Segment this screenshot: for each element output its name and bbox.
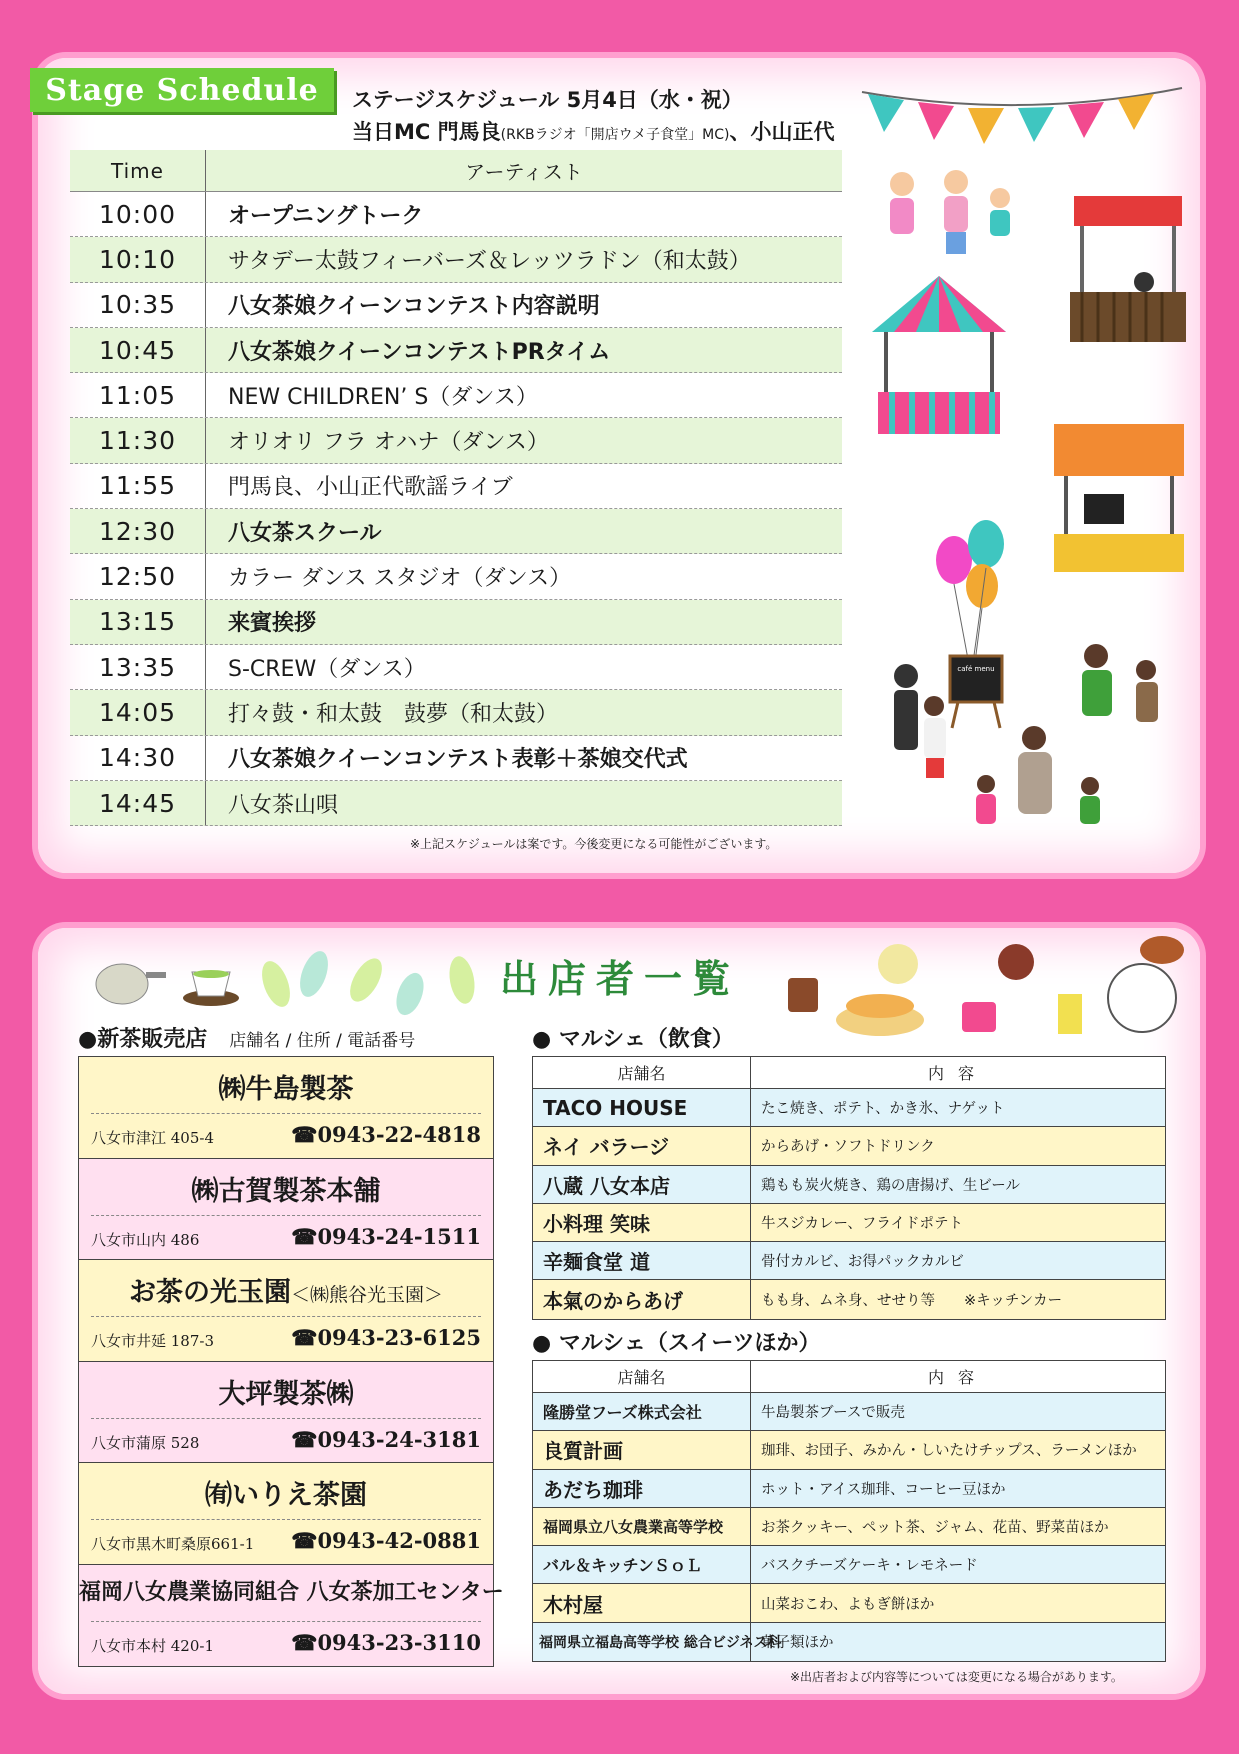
tea-heading <box>78 1022 415 1053</box>
row-artist: S-CREW（ダンス） <box>228 656 426 682</box>
row-shop: 本氣のからあげ <box>533 1280 751 1318</box>
row-artist: 門馬良、小山正代歌謡ライブ <box>228 475 513 501</box>
row-artist: 来賓挨拶 <box>228 611 317 637</box>
shop-name-text: ㈲いりえ茶園 <box>205 1480 367 1511</box>
table-row <box>70 328 842 373</box>
row-artist: NEW CHILDREN’ S（ダンス） <box>228 384 538 410</box>
table-row <box>533 1242 1165 1280</box>
row-shop: 辛麺食堂 道 <box>533 1242 751 1279</box>
row-time: 11:30 <box>70 418 206 462</box>
list-item <box>79 1362 493 1464</box>
divider <box>91 1621 481 1622</box>
row-artist: 八女茶娘クイーンコンテストPRタイム <box>228 339 611 365</box>
tea-shop-phone: ☎0943-24-3181 <box>291 1426 481 1452</box>
row-content: 骨付カルビ、お得パックカルビ <box>761 1254 964 1271</box>
row-time: 12:50 <box>70 554 206 598</box>
tea-shop-name <box>79 1270 493 1309</box>
row-time: 11:05 <box>70 373 206 417</box>
row-artist: 八女茶スクール <box>228 520 382 546</box>
shop-name-text: ㈱古賀製茶本舗 <box>191 1175 381 1207</box>
food-table <box>532 1056 1166 1320</box>
tea-shop-name <box>79 1067 493 1106</box>
row-shop: 小料理 笑味 <box>533 1204 751 1241</box>
people-illustration <box>880 168 1030 258</box>
stage-schedule-badge: Stage Schedule <box>30 68 334 112</box>
schedule-note: ※上記スケジュールは案です。今後変更になる可能性がございます。 <box>410 837 778 851</box>
row-content: 牛スジカレー、フライドポテト <box>761 1216 963 1233</box>
tea-heading-sub: 店舗名 / 住所 / 電話番号 <box>229 1031 416 1051</box>
menu-board-text: café menu <box>957 665 995 673</box>
table-row <box>533 1623 1165 1661</box>
row-shop: 八蔵 八女本店 <box>533 1166 751 1203</box>
list-item <box>79 1463 493 1565</box>
row-shop: 福岡県立福島高等学校 総合ビジネス科 <box>533 1623 751 1661</box>
row-content: からあげ・ソフトドリンク <box>761 1139 935 1156</box>
col-shop: 店舗名 <box>533 1361 751 1392</box>
row-time: 13:35 <box>70 645 206 689</box>
row-time: 10:10 <box>70 237 206 281</box>
shop-name-text: お茶の光玉園 <box>128 1277 291 1308</box>
row-artist: 八女茶娘クイーンコンテスト表彰＋茶娘交代式 <box>228 747 688 773</box>
row-shop: 良質計画 <box>533 1431 751 1468</box>
row-content: お茶クッキー、ペット茶、ジャム、花苗、野菜苗ほか <box>761 1520 1109 1537</box>
red-stall-illustration <box>1070 196 1186 346</box>
table-row <box>533 1584 1165 1622</box>
list-item <box>79 1057 493 1159</box>
list-item <box>79 1260 493 1362</box>
sweets-table <box>532 1360 1166 1662</box>
shop-name-text: 福岡八女農業協同組合 八女茶加工センター <box>79 1578 504 1605</box>
row-time: 14:30 <box>70 736 206 780</box>
shops-note: ※出店者および内容等については変更になる場合があります。 <box>790 1670 1123 1684</box>
row-shop: 隆勝堂フーズ株式会社 <box>533 1393 751 1430</box>
tea-shop-address: 八女市蒲原 528 <box>91 1433 200 1452</box>
mc-name-2: 、小山正代 <box>729 120 835 144</box>
tea-shop-name <box>79 1169 493 1208</box>
tea-shop-phone: ☎0943-24-1511 <box>291 1223 481 1249</box>
header-artist: アーティスト <box>465 160 583 184</box>
shop-name-text: 大坪製茶㈱ <box>218 1378 354 1410</box>
row-artist: オープニングトーク <box>228 203 424 229</box>
table-row <box>70 237 842 282</box>
row-content: 珈琲、お団子、みかん・しいたけチップス、ラーメンほか <box>761 1443 1137 1460</box>
mc-note: (RKBラジオ「開店ウメ子食堂」MC) <box>500 127 730 143</box>
list-item <box>79 1565 504 1667</box>
row-content: 山菜おこわ、よもぎ餅ほか <box>761 1596 935 1613</box>
table-row <box>533 1470 1165 1508</box>
table-row <box>533 1431 1165 1469</box>
table-row <box>70 645 842 690</box>
teacup-icon <box>180 962 242 1008</box>
striped-stall-illustration <box>872 276 1006 436</box>
table-header <box>533 1361 1165 1393</box>
shop-name-suffix: ＜㈱熊谷光玉園＞ <box>290 1284 443 1306</box>
row-time: 11:55 <box>70 464 206 508</box>
crowd-illustration <box>866 636 1166 846</box>
row-time: 10:45 <box>70 328 206 372</box>
row-content: もも身、ムネ身、せせり等 ※キッチンカー <box>761 1293 1063 1310</box>
row-artist: 打々鼓・和太鼓 鼓夢（和太鼓） <box>228 701 559 727</box>
divider <box>91 1215 481 1216</box>
tea-shop-address: 八女市本村 420-1 <box>91 1636 215 1655</box>
col-content: 内容 <box>927 1368 988 1387</box>
row-time: 13:15 <box>70 600 206 644</box>
tea-heading-label: ●新茶販売店 <box>78 1026 208 1052</box>
table-row <box>533 1204 1165 1242</box>
shop-name-text: ㈱牛島製茶 <box>218 1074 354 1105</box>
row-artist: オリオリ フラ オハナ（ダンス） <box>228 430 549 456</box>
tea-shop-phone: ☎0943-22-4818 <box>291 1122 481 1147</box>
shops-title: 出店者一覧 <box>500 956 741 1001</box>
teapot-icon <box>92 954 168 1006</box>
tea-shop-address: 八女市津江 405-4 <box>91 1129 215 1147</box>
tea-leaves-icon <box>256 940 486 1020</box>
schedule-table <box>70 150 842 826</box>
header-time: Time <box>70 150 206 191</box>
table-row <box>70 283 842 328</box>
divider <box>91 1113 481 1114</box>
row-artist: 八女茶娘クイーンコンテスト内容説明 <box>228 294 600 320</box>
divider <box>91 1316 481 1317</box>
row-content: 牛島製茶ブースで販売 <box>761 1405 905 1422</box>
row-shop: バル＆キッチンＳｏＬ <box>533 1546 751 1583</box>
table-row <box>533 1508 1165 1546</box>
row-shop: あだち珈琲 <box>533 1470 751 1507</box>
tea-shop-phone: ☎0943-42-0881 <box>291 1528 481 1553</box>
schedule-header <box>70 150 842 192</box>
row-time: 12:30 <box>70 509 206 553</box>
table-row <box>533 1546 1165 1584</box>
row-artist: カラー ダンス スタジオ（ダンス） <box>228 566 572 592</box>
row-shop: ネイ バラージ <box>533 1127 751 1164</box>
tea-shop-address: 八女市井延 187-3 <box>91 1332 215 1350</box>
row-time: 10:00 <box>70 192 206 236</box>
orange-stall-illustration <box>1054 424 1184 574</box>
tea-shop-name <box>79 1473 493 1512</box>
list-item <box>79 1159 493 1261</box>
divider <box>91 1418 481 1419</box>
tea-shop-address: 八女市山内 486 <box>91 1230 200 1249</box>
row-time: 14:05 <box>70 690 206 734</box>
table-row <box>70 736 842 781</box>
row-time: 10:35 <box>70 283 206 327</box>
row-time: 14:45 <box>70 781 206 825</box>
table-row <box>533 1393 1165 1431</box>
row-artist: サタデー太鼓フィーバーズ＆レッツラドン（和太鼓） <box>228 248 751 274</box>
stage-mc <box>352 116 835 146</box>
tea-shop-name <box>79 1372 493 1411</box>
table-row <box>533 1127 1165 1165</box>
col-shop: 店舗名 <box>533 1057 751 1088</box>
row-shop: TACO HOUSE <box>533 1089 751 1126</box>
stage-date: ステージスケジュール 5月4日（水・祝） <box>352 88 743 112</box>
table-row <box>533 1280 1165 1318</box>
sweets-icons <box>780 928 1190 1044</box>
table-row <box>70 418 842 463</box>
sweets-heading: ● マルシェ（スイーツほか） <box>532 1330 821 1356</box>
table-row <box>70 373 842 418</box>
row-artist: 八女茶山唄 <box>228 792 339 818</box>
table-row <box>533 1166 1165 1204</box>
table-row <box>70 554 842 599</box>
row-shop: 福岡県立八女農業高等学校 <box>533 1508 751 1545</box>
table-row <box>70 192 842 237</box>
row-content: ホット・アイス珈琲、コーヒー豆ほか <box>761 1481 1006 1498</box>
tea-shop-phone: ☎0943-23-3110 <box>291 1629 481 1655</box>
table-row <box>70 600 842 645</box>
row-content: たこ焼き、ポテト、かき氷、ナゲット <box>761 1101 1005 1118</box>
col-content: 内容 <box>927 1064 988 1083</box>
table-row <box>70 464 842 509</box>
row-content: 鶏もも炭火焼き、鶏の唐揚げ、生ビール <box>761 1177 1020 1194</box>
tea-shop-phone: ☎0943-23-6125 <box>291 1325 481 1350</box>
table-row <box>70 509 842 554</box>
table-row <box>70 781 842 826</box>
bunting-illustration <box>862 80 1182 160</box>
table-header <box>533 1057 1165 1089</box>
mc-name: 当日MC 門馬良 <box>352 120 501 144</box>
tea-shop-address: 八女市黒木町桑原661-1 <box>91 1535 255 1553</box>
row-content: バスクチーズケーキ・レモネード <box>761 1558 978 1575</box>
food-heading: ● マルシェ（飲食） <box>532 1026 734 1052</box>
table-row <box>533 1089 1165 1127</box>
divider <box>91 1519 481 1520</box>
tea-shop-name <box>79 1575 504 1606</box>
row-shop: 木村屋 <box>533 1584 751 1621</box>
tea-shop-list <box>78 1056 504 1667</box>
table-row <box>70 690 842 735</box>
row-content: 菓子類ほか <box>761 1635 834 1652</box>
